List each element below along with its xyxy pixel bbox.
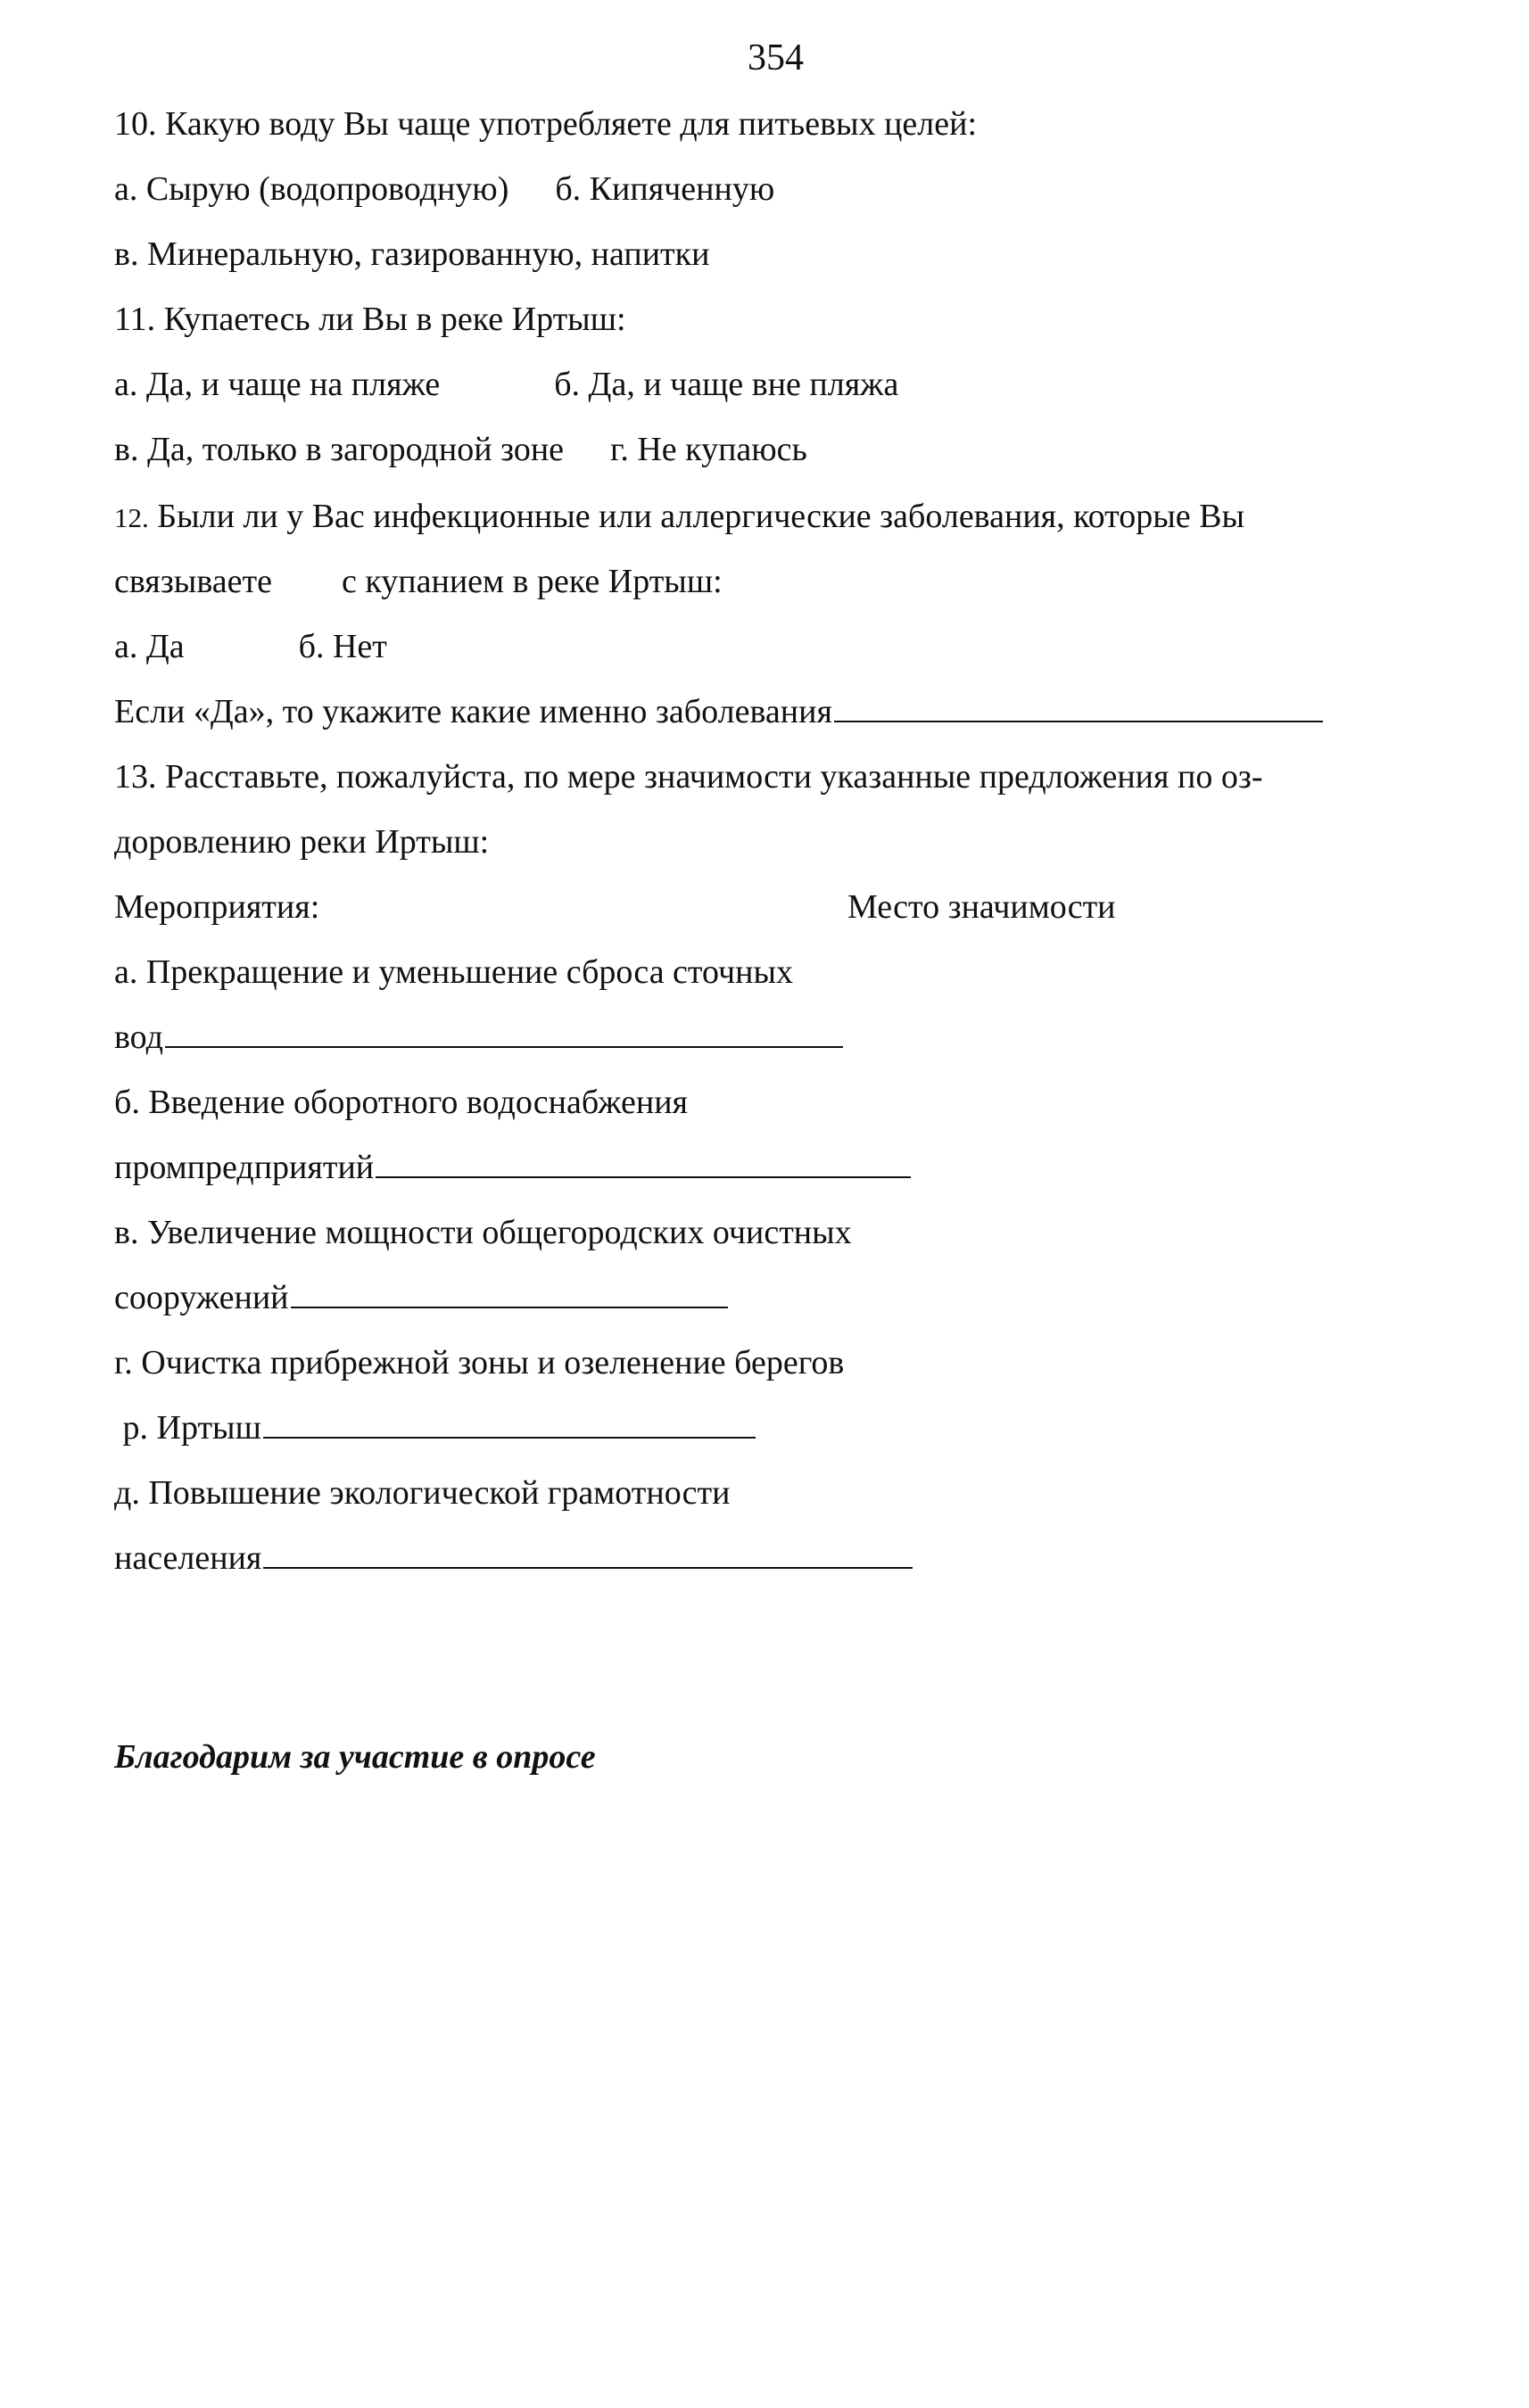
q13-item-b-label: промпредприятий	[114, 1149, 375, 1186]
question-12-line2	[114, 565, 723, 598]
question-12-options	[114, 630, 387, 664]
q13-item-a-line2	[114, 1020, 843, 1054]
q13-item-e-blank[interactable]	[263, 1567, 913, 1569]
q12-answer-blank[interactable]	[834, 721, 1323, 722]
q13-item-e-line2	[114, 1541, 913, 1575]
q13-item-c-line1: в. Увеличение мощности общегородских очистных	[114, 1214, 852, 1251]
question-12-text-part1: связываете	[114, 563, 272, 600]
q13-item-a-blank[interactable]	[165, 1046, 843, 1048]
q12-option-a: а. Да	[114, 628, 185, 665]
q11-option-d: г. Не купаюсь	[610, 431, 807, 468]
q12-if-yes-label: Если «Да», то укажите какие именно заболевания	[114, 693, 832, 730]
q13-col-measures: Мероприятия:	[114, 888, 320, 926]
q10-option-c: в. Минеральную, газированную, напитки	[114, 235, 710, 273]
q13-item-a-line1: а. Прекращение и уменьшение сброса сточных	[114, 953, 794, 991]
q13-item-a-label: вод	[114, 1018, 163, 1056]
q12-option-b: б. Нет	[298, 628, 387, 665]
q13-item-d-blank[interactable]	[263, 1437, 756, 1439]
q13-item-d-line1: г. Очистка прибрежной зоны и озеленение берегов	[114, 1344, 845, 1381]
q11-option-b: б. Да, и чаще вне пляжа	[554, 366, 899, 403]
q13-item-c-label: сооружений	[114, 1279, 289, 1316]
q10-option-b: б. Кипяченную	[555, 170, 775, 208]
q13-item-c-blank[interactable]	[291, 1307, 728, 1308]
q10-option-a: а. Сырую (водопроводную)	[114, 170, 509, 208]
question-10: 10. Какую воду Вы чаще употребляете для питьевых целей:	[114, 105, 978, 143]
question-10-options-row1	[114, 172, 774, 206]
q13-item-e-label: населения	[114, 1539, 262, 1577]
question-13-line1: 13. Расставьте, пожалуйста, по мере значимости указанные предложения по оз-	[114, 758, 1263, 796]
question-13-line2: доровлению реки Иртыш:	[114, 823, 490, 861]
q13-col-rank: Место значимости	[847, 888, 1116, 926]
question-11-options-row1	[114, 367, 898, 401]
page-number: 354	[748, 37, 804, 78]
q13-item-d-label: р. Иртыш	[114, 1409, 261, 1447]
closing-thanks: Благодарим за участие в опросе	[114, 1738, 596, 1776]
question-11-options-row2	[114, 433, 807, 466]
q13-item-d-line2	[114, 1411, 756, 1445]
question-12-number: 12.	[114, 502, 149, 533]
question-12-text: Были ли у Вас инфекционные или аллергические заболевания, которые Вы	[157, 498, 1245, 535]
q12-if-yes-row	[114, 695, 1323, 729]
question-12-line1	[114, 499, 1244, 533]
q13-item-b-line2	[114, 1150, 911, 1184]
q11-option-c: в. Да, только в загородной зоне	[114, 431, 565, 468]
q13-item-b-line1: б. Введение оборотного водоснабжения	[114, 1084, 689, 1121]
q13-item-e-line1: д. Повышение экологической грамотности	[114, 1474, 731, 1512]
q13-item-b-blank[interactable]	[376, 1176, 911, 1178]
question-11: 11. Купаетесь ли Вы в реке Иртыш:	[114, 301, 626, 338]
q13-item-c-line2	[114, 1281, 728, 1315]
question-12-text-part2: с купанием в реке Иртыш:	[341, 563, 723, 600]
q11-option-a: а. Да, и чаще на пляже	[114, 366, 441, 403]
